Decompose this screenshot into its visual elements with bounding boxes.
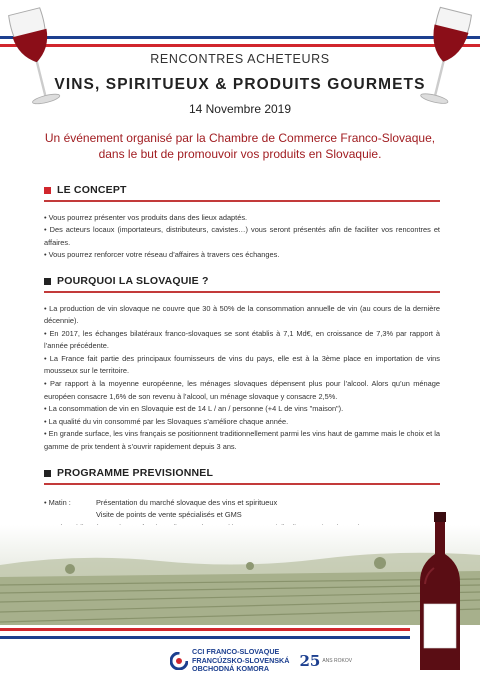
pourquoi-heading: POURQUOI LA SLOVAQUIE ?: [57, 275, 209, 287]
programme-matin: [44, 497, 440, 510]
intro-line-2: dans le but de promouvoir vos produits en Slovaquie.: [98, 147, 382, 161]
section-heading: [44, 184, 440, 196]
cci-logo-mark-icon: [170, 652, 188, 670]
intro-text: [0, 130, 480, 162]
list-item: • En grande surface, les vins français se positionnent traditionnellement parmi les vins haut de gamme mais le choix et la gamme de prix tendent à s’ouvrir rapidement depuis 3 ans.: [44, 429, 440, 452]
list-item: • En 2017, les échanges bilatéraux franco-slovaques se sont établis à 7,1 Md€, en croissance de 7,3% par rapport à l’année précédente.: [44, 328, 440, 351]
black-square-icon: [44, 470, 51, 477]
matin-label: • Matin :: [44, 497, 71, 507]
vineyard-image: [0, 525, 480, 625]
concept-heading: LE CONCEPT: [57, 184, 127, 196]
anniversary-number: 25: [299, 652, 321, 670]
logo-text: [192, 648, 289, 673]
programme-heading: PROGRAMME PREVISIONNEL: [57, 467, 214, 479]
list-item: • La production de vin slovaque ne couvre que 30 à 50% de la consommation annuelle de vin (au cours de la dernière décennie).: [44, 303, 440, 326]
list-item: • La France fait partie des principaux fournisseurs de vins du pays, elle est à la 3ème place en importation de vins mousseux sur le territoire.: [44, 353, 440, 376]
logo-line-1: CCI FRANCO-SLOVAQUE: [192, 647, 280, 657]
section-heading: [44, 467, 440, 479]
matin-item-1: Présentation du marché slovaque des vins et spiritueux: [96, 497, 278, 507]
list-item: • Des acteurs locaux (importateurs, distributeurs, cavistes…) vous seront présentés afin de faciliter vos rencontres et affaires.: [44, 225, 440, 247]
red-square-icon: [44, 187, 51, 194]
section-pourquoi: [44, 275, 440, 454]
section-divider: [44, 483, 440, 485]
wine-bottle-icon: [410, 512, 470, 672]
list-item: • Vous pourrez présenter vos produits dans des lieux adaptés.: [44, 212, 248, 222]
top-flag-stripes: [0, 36, 480, 50]
event-subtitle: RENCONTRES ACHETEURS: [150, 52, 330, 66]
anniversary-text: ANS ROKOV: [322, 658, 353, 664]
list-item: • La qualité du vin consommé par les Slovaques s’améliore chaque année.: [44, 416, 289, 426]
black-square-icon: [44, 278, 51, 285]
event-title: VINS, SPIRITUEUX & PRODUITS GOURMETS: [54, 76, 426, 93]
list-item: • La consommation de vin en Slovaquie est de 14 L / an / personne (+4 L de vins "maison").: [44, 404, 344, 414]
logo-line-2: FRANCÚZSKO-SLOVENSKÁ: [192, 655, 290, 665]
concept-bullets: [44, 212, 440, 262]
cci-logo: [170, 648, 352, 674]
section-divider: [44, 200, 440, 202]
event-date: 14 Novembre 2019: [188, 102, 292, 116]
matin-item-2: Visite de points de vente spécialisés et GMS: [96, 510, 242, 520]
bottom-flag-stripes: [0, 628, 410, 640]
list-item: • Par rapport à la moyenne européenne, les ménages slovaques dépensent plus pour l’alcool. Alors qu’un ménage européen consacre 1,6% de son revenu à l’alcool, un ménage slovaque y consacre 2,5%.: [44, 379, 440, 401]
section-concept: [44, 184, 440, 262]
header: [0, 52, 480, 116]
pourquoi-bullets: [44, 303, 440, 454]
intro-line-1: Un événement organisé par la Chambre de Commerce Franco-Slovaque,: [44, 131, 436, 145]
section-heading: [44, 275, 440, 287]
logo-line-3: OBCHODNÁ KOMORA: [192, 664, 270, 674]
list-item: • Vous pourrez renforcer votre réseau d’affaires à travers ces échanges.: [44, 250, 280, 260]
section-divider: [44, 291, 440, 293]
